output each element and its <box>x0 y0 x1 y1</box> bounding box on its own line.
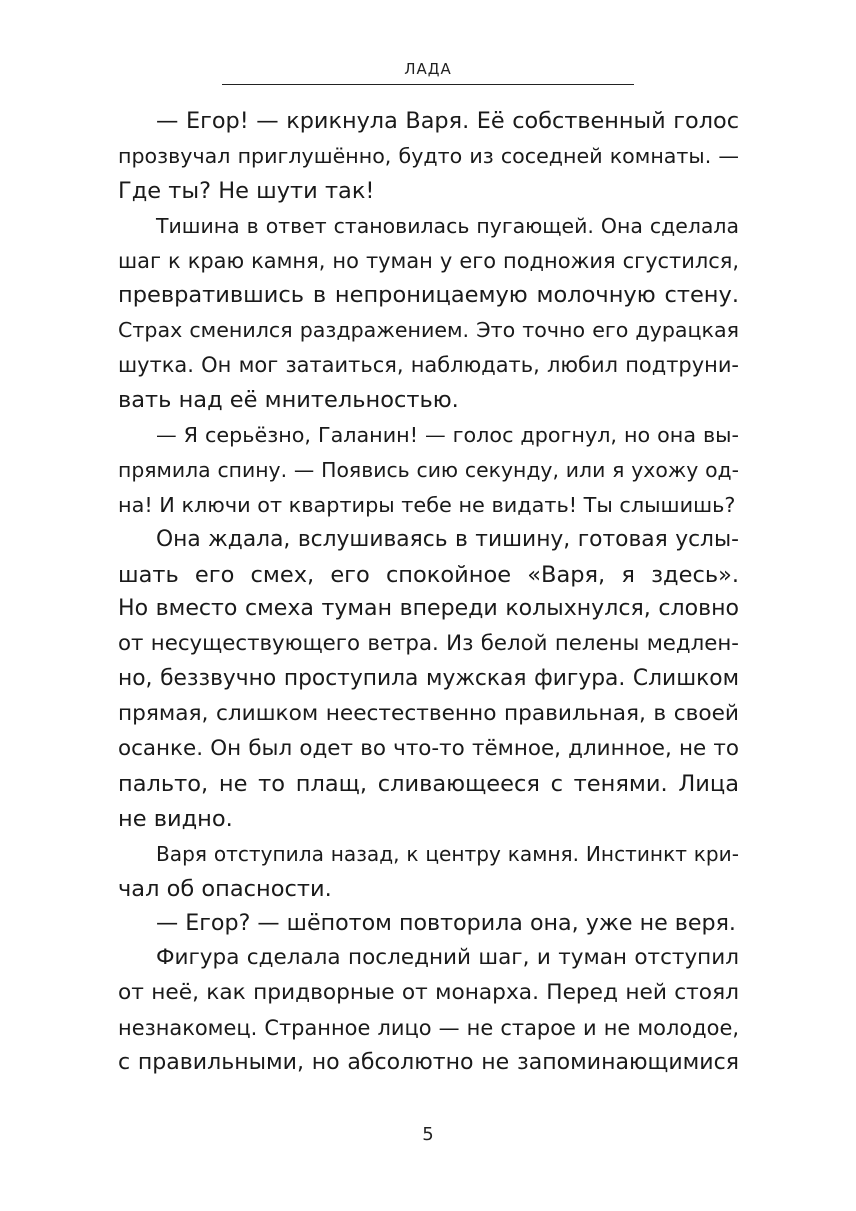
text-line: прямила спину. — Появись сию секунду, или я ухожу од- <box>118 457 739 482</box>
text-line: — Егор? — шёпотом повторила она, уже не веря. <box>156 910 736 937</box>
text-line: Страх сменился раздражением. Это точно его дурацкая <box>118 318 739 343</box>
running-head-rule <box>222 84 634 85</box>
paragraph <box>118 906 739 941</box>
text-line: Но вместо смеха туман впереди колыхнулся, словно <box>118 596 739 622</box>
text-line: шутка. Он мог затаиться, наблюдать, любил подтруни- <box>118 353 739 378</box>
text-line: Тишина в ответ становилась пугающей. Она сделала <box>156 213 739 238</box>
text-line: шать его смех, его спокойное «Варя, я здесь». <box>118 561 739 588</box>
text-line: с правильными, но абсолютно не запоминающимися <box>118 1050 739 1076</box>
text-line: Где ты? Не шути так! <box>118 177 375 204</box>
text-line: чал об опасности. <box>118 875 332 902</box>
paragraph <box>118 941 739 1081</box>
paragraph <box>118 418 739 523</box>
text-line: прозвучал приглушённо, будто из соседней комнаты. — <box>118 143 739 168</box>
text-line: вать над её мнительностью. <box>118 387 459 414</box>
paragraph <box>118 209 739 418</box>
text-line: но, беззвучно проступила мужская фигура. Слишком <box>118 666 739 692</box>
text-line: — Я серьёзно, Галанин! — голос дрогнул, но она вы- <box>156 423 739 448</box>
text-line: пальто, не то плащ, сливающееся с тенями. Лица <box>118 770 739 797</box>
text-line: не видно. <box>118 805 233 832</box>
text-line: осанке. Он был одет во что-то тёмное, длинное, не то <box>118 736 739 762</box>
paragraph <box>118 104 739 209</box>
text-line: Она ждала, вслушиваясь в тишину, готовая услы- <box>156 526 739 552</box>
paragraph <box>118 837 739 907</box>
text-line: на! И ключи от квартиры тебе не видать! Ты слышишь? <box>118 492 736 517</box>
text-line: от несуществующего ветра. Из белой пелены медлен- <box>118 631 739 657</box>
text-line: прямая, слишком неестественно правильная, в своей <box>118 701 739 727</box>
text-line: незнакомец. Странное лицо — не старое и не молодое, <box>118 1016 739 1041</box>
text-line: — Егор! — крикнула Варя. Её собственный голос <box>156 108 739 134</box>
text-line: от неё, как придворные от монарха. Перед ней стоял <box>118 980 739 1006</box>
paragraph <box>118 523 739 837</box>
text-line: шаг к краю камня, но туман у его подножия сгустился, <box>118 248 739 273</box>
running-head: ЛАДА <box>404 60 452 78</box>
text-block <box>118 104 739 1081</box>
text-line: Фигура сделала последний шаг, и туман отступил <box>156 945 739 971</box>
text-line: Варя отступила назад, к центру камня. Инстинкт кри- <box>156 841 739 866</box>
page-number: 5 <box>422 1124 434 1145</box>
text-line: превратившись в непроницаемую молочную стену. <box>118 282 739 309</box>
